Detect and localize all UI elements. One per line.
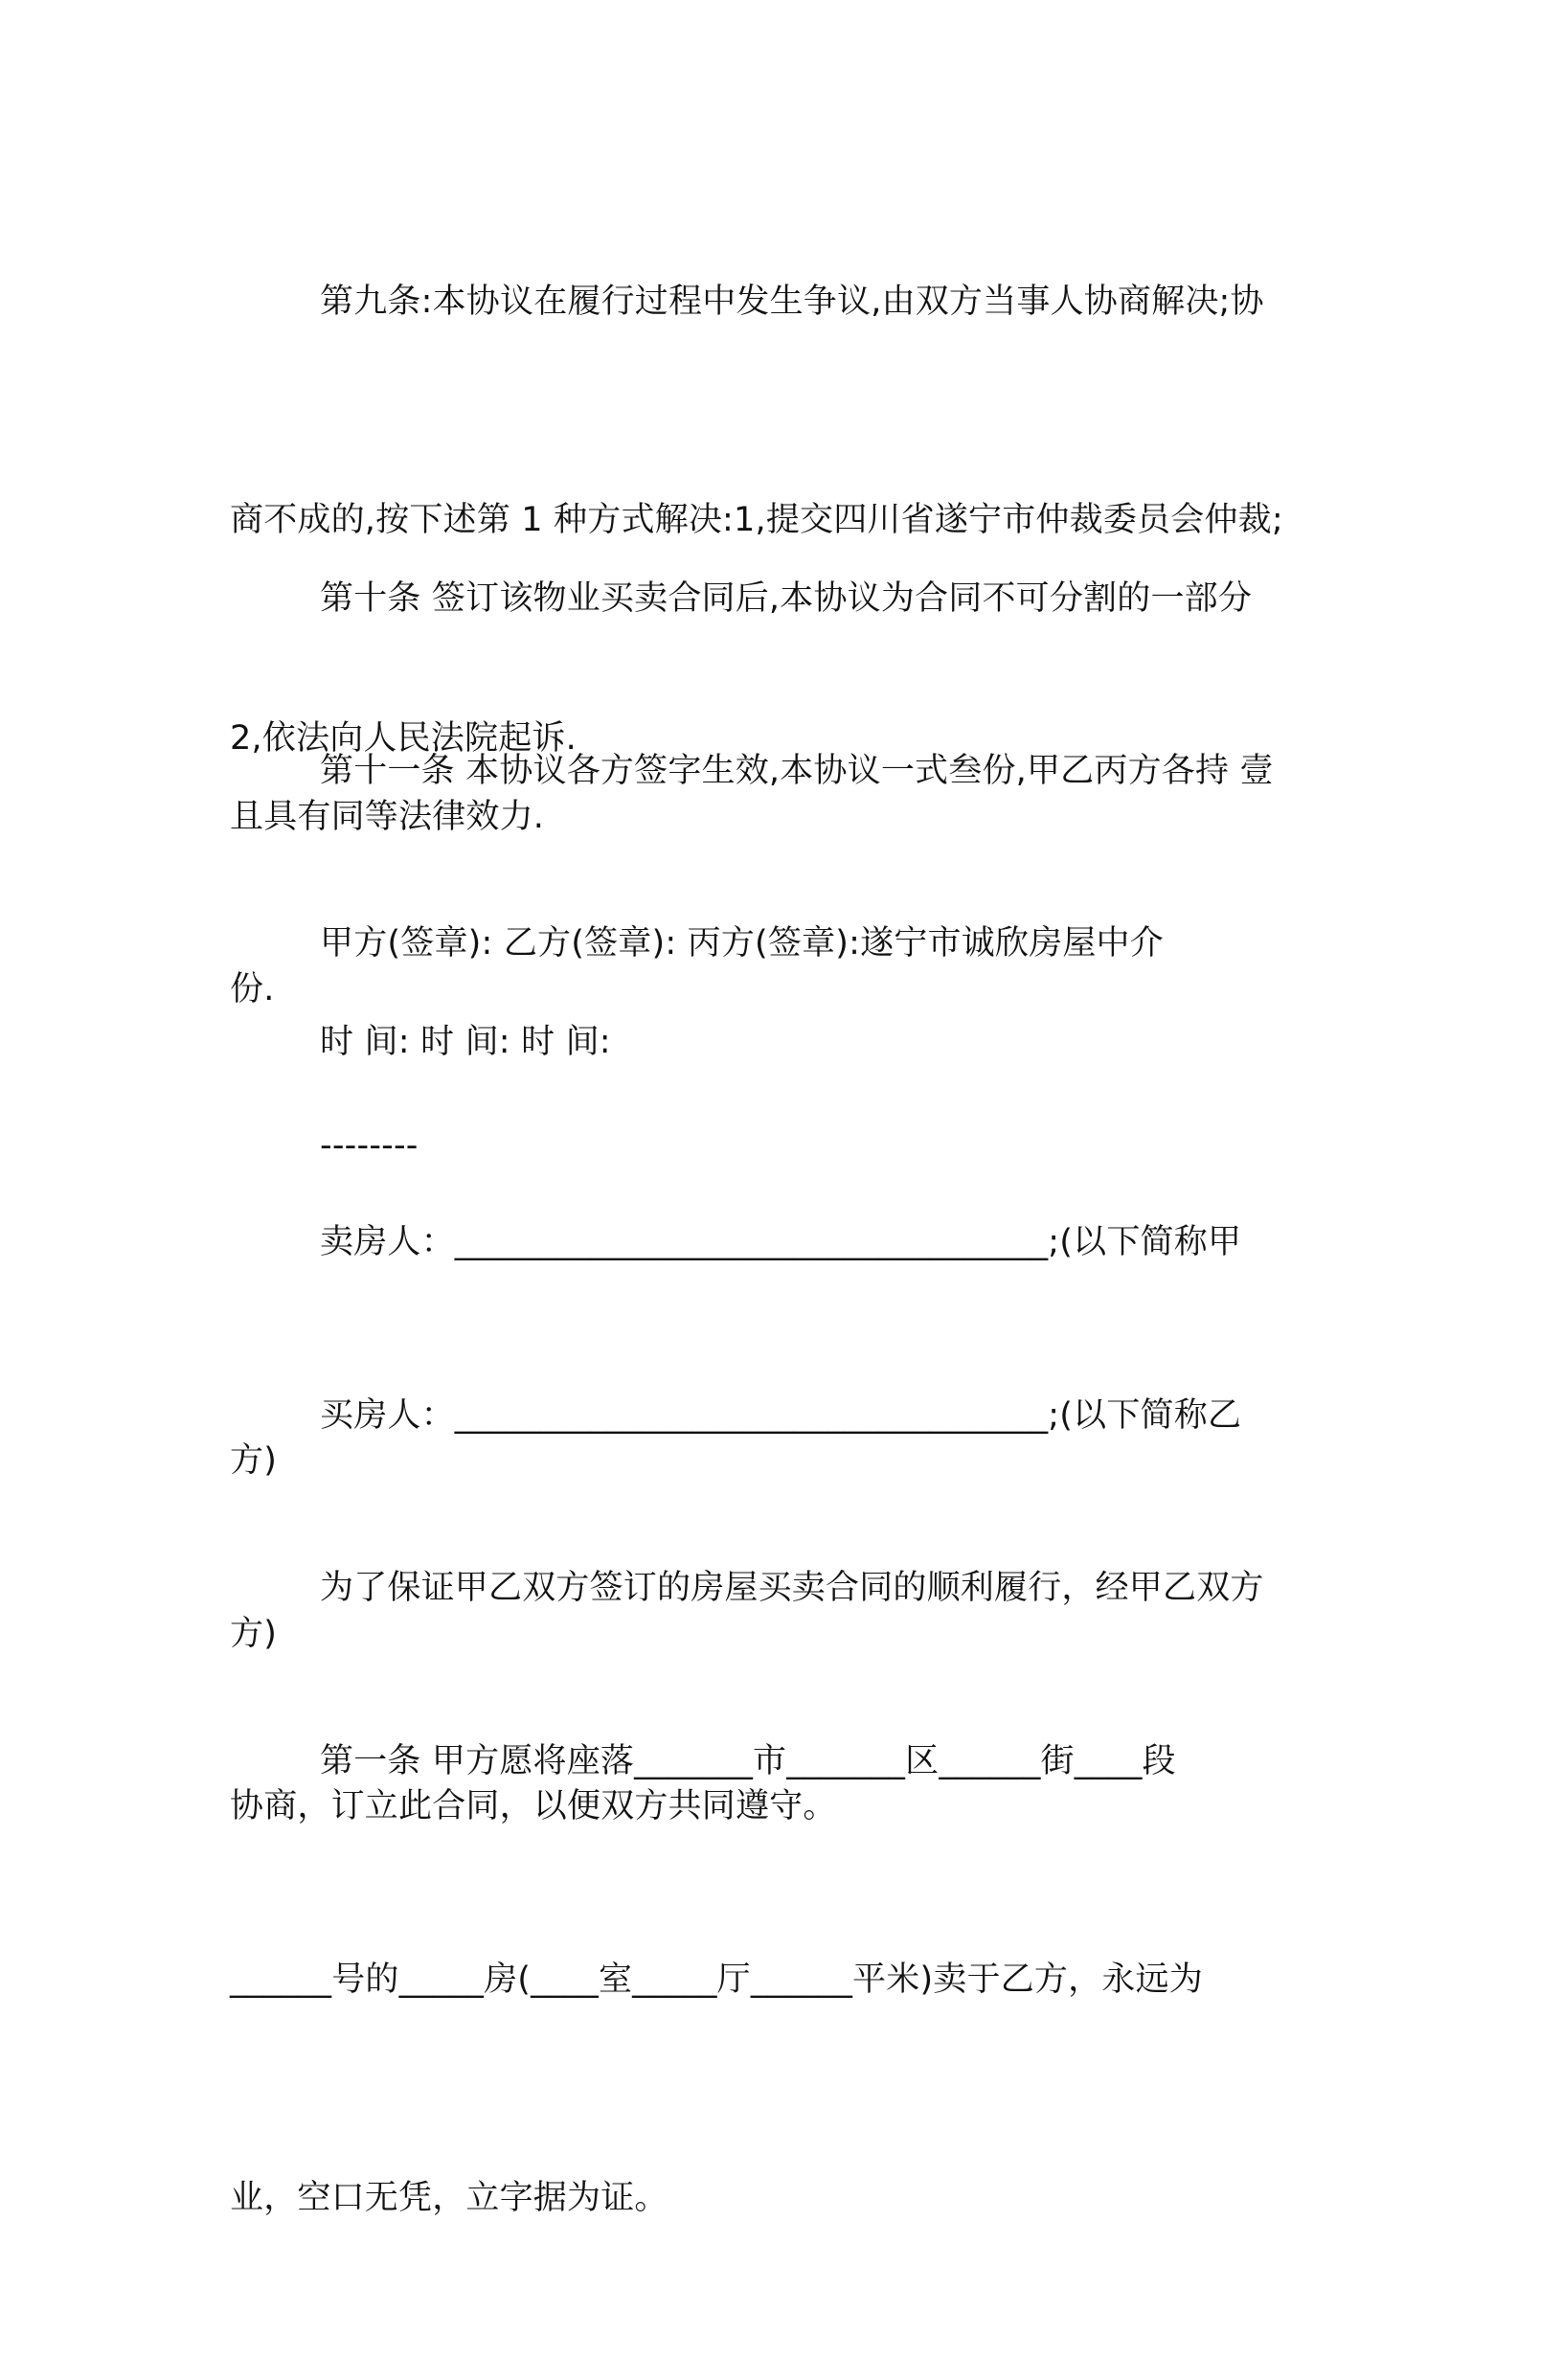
article-10-line-1: 第十条 签订该物业买卖合同后,本协议为合同不可分割的一部分 — [320, 579, 1253, 618]
signature-line: 甲方(签章): 乙方(签章): 丙方(签章):遂宁市诚欣房屋中介 — [320, 924, 1164, 963]
article-9-line-2: 商不成的,按下述第 1 种方式解决:1,提交四川省遂宁市仲裁委员会仲裁; — [230, 501, 1283, 539]
seller-line-2: 方) — [230, 1441, 278, 1480]
separator-line: -------- — [320, 1126, 419, 1165]
article-10-line-2: 且具有同等法律效力. — [230, 798, 545, 836]
buyer-line-2: 方) — [230, 1615, 278, 1653]
article-1-line-2: ______号的_____房(____室_____厅______平米)卖于乙方，永远为 — [230, 1961, 1203, 1999]
preamble-line-1: 为了保证甲乙双方签订的房屋买卖合同的顺利履行，经甲乙双方 — [320, 1569, 1264, 1607]
buyer-line-1: 买房人：___________________________________;(以下简称乙 — [320, 1396, 1242, 1435]
article-9-line-1: 第九条:本协议在履行过程中发生争议,由双方当事人协商解决;协 — [320, 283, 1264, 321]
article-1-line-3: 业，空口无凭，立字据为证。 — [230, 2179, 668, 2217]
article-9-line-3: 2,依法向人民法院起诉. — [230, 719, 577, 758]
article-1-paragraph — [230, 1579, 1322, 2380]
seller-line-1: 卖房人：___________________________________;(以下简称甲 — [320, 1223, 1242, 1261]
article-11-line-2: 份. — [230, 970, 275, 1009]
time-line: 时 间: 时 间: 时 间: — [320, 1023, 611, 1061]
preamble-line-2: 协商，订立此合同，以便双方共同遵守。 — [230, 1787, 837, 1825]
article-11-line-1: 第十一条 本协议各方签字生效,本协议一式叁份,甲乙丙方各持 壹 — [320, 752, 1274, 790]
article-1-line-1: 第一条 甲方愿将座落_______市_______区______街____段 — [320, 1742, 1176, 1780]
